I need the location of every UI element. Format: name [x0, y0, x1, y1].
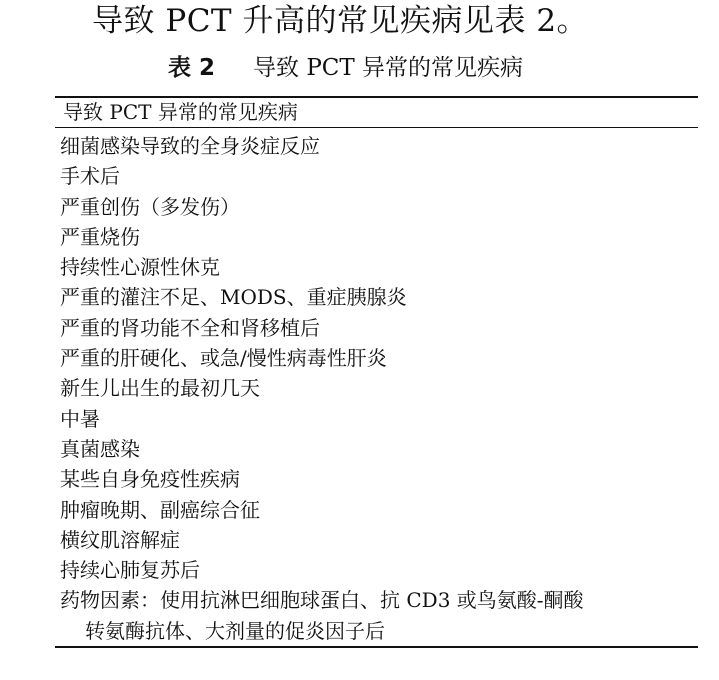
- table-row: 某些自身免疫性疾病: [60, 467, 240, 492]
- table-row: 细菌感染导致的全身炎症反应: [60, 134, 320, 158]
- table-row: 严重创伤（多发伤）: [60, 194, 240, 219]
- table-row: 中暑: [60, 406, 100, 431]
- table-caption-title: 导致 PCT 异常的常见疾病: [253, 55, 524, 81]
- table-row: 严重的灌注不足、MODS、重症胰腺炎: [60, 285, 407, 310]
- table-row: 肿瘤晚期、副癌综合征: [60, 497, 260, 522]
- table-bottom-rule: [55, 646, 698, 648]
- table-caption: [168, 54, 523, 82]
- table-row: 严重的肝硬化、或急/慢性病毒性肝炎: [60, 346, 387, 371]
- disease-table: [55, 96, 698, 648]
- table-caption-label: 表 2: [168, 55, 216, 81]
- table-row: 真菌感染: [60, 436, 140, 461]
- table-row: 持续性心源性休克: [60, 255, 220, 280]
- table-row: 手术后: [60, 164, 120, 189]
- table-row: 横纹肌溶解症: [60, 527, 180, 552]
- table-row: 持续心肺复苏后: [60, 558, 200, 583]
- table-row: 新生儿出生的最初几天: [60, 376, 260, 401]
- table-header: 导致 PCT 异常的常见疾病: [63, 100, 298, 124]
- table-row: 严重的肾功能不全和肾移植后: [60, 315, 320, 340]
- table-row-continuation: 转氨酶抗体、大剂量的促炎因子后: [85, 618, 385, 643]
- table-row: 药物因素：使用抗淋巴细胞球蛋白、抗 CD3 或鸟氨酸-酮酸: [60, 588, 584, 613]
- table-body: [55, 128, 698, 646]
- table-row: 严重烧伤: [60, 224, 140, 249]
- intro-text: 导致 PCT 升高的常见疾病见表 2。: [92, 3, 589, 39]
